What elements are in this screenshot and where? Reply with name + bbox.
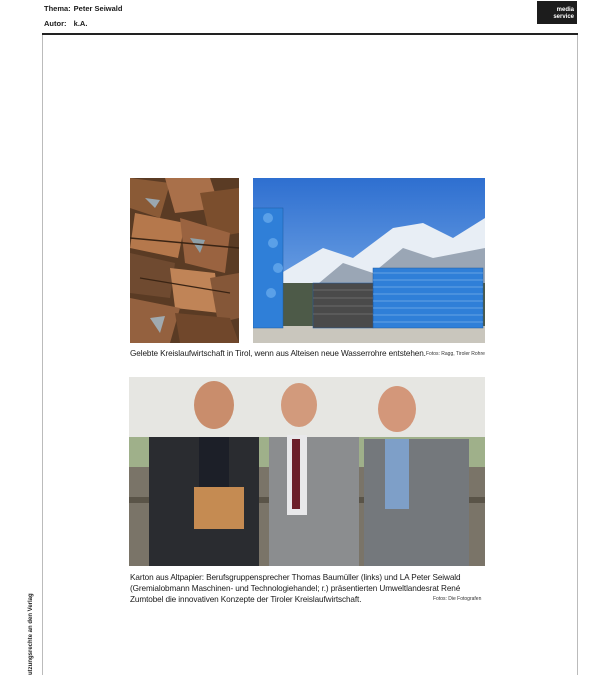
group-photo (129, 377, 485, 566)
figure1-caption: Gelebte Kreislaufwirtschaft in Tirol, wenn aus Alteisen neue Wasserrohre entstehen. (130, 349, 426, 358)
scrap-metal-photo (130, 178, 239, 343)
thema-value: Peter Seiwald (73, 4, 123, 13)
frame-left (42, 35, 43, 675)
autor-line (44, 19, 87, 28)
figure1-credit: Fotos: Ragg, Tiroler Rohre (426, 351, 485, 357)
figure2-credit: Fotos: Die Fotografen (433, 596, 482, 602)
frame-right (577, 35, 578, 675)
figure2-caption: Karton aus Altpapier: Berufsgruppensprecher Thomas Baumüller (links) und LA Peter Seiwald (Gremialobmann Maschinen- und Technologiehandel; r.) präsentierten Umweltlandesrat René Zumtobel die innovativen Konzepte der Tiroler Kreislaufwirtschaft. (130, 573, 461, 605)
media-service-logo (537, 1, 577, 24)
side-note: utzungsrechte an den Verlag (28, 593, 34, 675)
autor-value: k.A. (73, 19, 88, 28)
water-pipes-photo (253, 178, 485, 343)
logo-line-2: service (553, 14, 574, 20)
thema-label: Thema: (44, 4, 71, 13)
logo-line-1: media (556, 7, 574, 13)
thema-line (44, 4, 122, 13)
autor-label: Autor: (44, 19, 67, 28)
header-rule (42, 33, 578, 35)
